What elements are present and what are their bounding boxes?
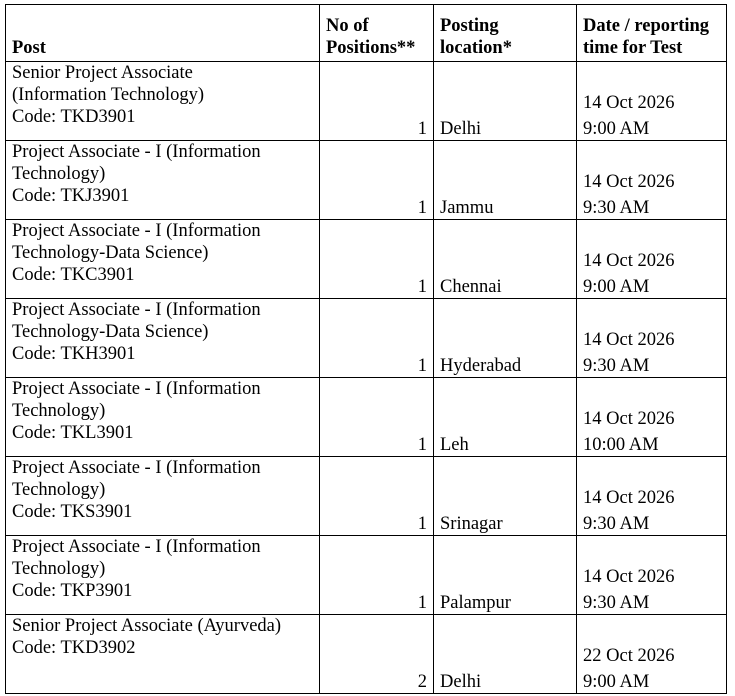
post-title-line: Technology)	[12, 559, 106, 579]
post-title-line: Project Associate - I (Information	[12, 300, 261, 320]
test-date: 22 Oct 2026	[583, 646, 675, 666]
post-title-line: Project Associate - I (Information	[12, 458, 261, 478]
positions-cell: 1	[320, 457, 434, 536]
table-row	[6, 220, 727, 299]
test-date: 14 Oct 2026	[583, 567, 675, 587]
posts-table	[5, 4, 727, 694]
post-cell	[6, 299, 320, 378]
positions-cell: 1	[320, 536, 434, 615]
post-cell	[6, 536, 320, 615]
header-positions-line-1: No of	[326, 16, 369, 36]
test-date: 14 Oct 2026	[583, 409, 675, 429]
reporting-time: 9:30 AM	[583, 356, 650, 376]
post-cell	[6, 615, 320, 694]
table-row	[6, 615, 727, 694]
post-cell	[6, 141, 320, 220]
header-date-line-2: time for Test	[583, 38, 683, 58]
positions-cell: 1	[320, 141, 434, 220]
test-date: 14 Oct 2026	[583, 93, 675, 113]
location-cell: Leh	[434, 378, 577, 457]
post-code: Code: TKJ3901	[12, 186, 130, 206]
post-code: Code: TKS3901	[12, 502, 133, 522]
positions-cell: 1	[320, 378, 434, 457]
location-cell: Delhi	[434, 615, 577, 694]
header-date	[577, 5, 727, 62]
header-positions-line-2: Positions**	[326, 38, 416, 58]
post-title-line: Senior Project Associate	[12, 63, 193, 83]
location-cell: Delhi	[434, 62, 577, 141]
location-cell: Chennai	[434, 220, 577, 299]
location-cell: Palampur	[434, 536, 577, 615]
location-cell: Jammu	[434, 141, 577, 220]
table-row	[6, 62, 727, 141]
reporting-time: 9:30 AM	[583, 593, 650, 613]
table-row	[6, 141, 727, 220]
reporting-time: 9:00 AM	[583, 672, 650, 692]
table-row	[6, 299, 727, 378]
header-post-label: Post	[12, 38, 46, 58]
post-title-line: Senior Project Associate (Ayurveda)	[12, 616, 282, 636]
post-code: Code: TKP3901	[12, 581, 133, 601]
positions-cell: 1	[320, 299, 434, 378]
table-row	[6, 457, 727, 536]
reporting-time: 9:00 AM	[583, 277, 650, 297]
post-title-line: Technology)	[12, 401, 106, 421]
date-cell	[577, 62, 727, 141]
date-cell	[577, 615, 727, 694]
post-title-line: Project Associate - I (Information	[12, 221, 261, 241]
location-cell: Srinagar	[434, 457, 577, 536]
table-row	[6, 378, 727, 457]
reporting-time: 10:00 AM	[583, 435, 659, 455]
post-title-line: Technology-Data Science)	[12, 322, 209, 342]
date-cell	[577, 141, 727, 220]
post-cell	[6, 220, 320, 299]
table-header-row	[6, 5, 727, 62]
post-title-line: Project Associate - I (Information	[12, 537, 261, 557]
post-code: Code: TKH3901	[12, 344, 136, 364]
header-location-line-1: Posting	[440, 16, 499, 36]
positions-cell: 2	[320, 615, 434, 694]
test-date: 14 Oct 2026	[583, 251, 675, 271]
post-cell	[6, 62, 320, 141]
header-post	[6, 5, 320, 62]
post-code: Code: TKD3901	[12, 107, 136, 127]
test-date: 14 Oct 2026	[583, 172, 675, 192]
date-cell	[577, 536, 727, 615]
reporting-time: 9:00 AM	[583, 119, 650, 139]
post-code: Code: TKD3902	[12, 638, 136, 658]
post-cell	[6, 457, 320, 536]
date-cell	[577, 299, 727, 378]
reporting-time: 9:30 AM	[583, 514, 650, 534]
post-cell	[6, 378, 320, 457]
date-cell	[577, 378, 727, 457]
post-title-line: Technology-Data Science)	[12, 243, 209, 263]
positions-cell: 1	[320, 220, 434, 299]
location-cell: Hyderabad	[434, 299, 577, 378]
date-cell	[577, 220, 727, 299]
date-cell	[577, 457, 727, 536]
post-title-line: (Information Technology)	[12, 85, 205, 105]
reporting-time: 9:30 AM	[583, 198, 650, 218]
table-row	[6, 536, 727, 615]
header-positions	[320, 5, 434, 62]
post-code: Code: TKC3901	[12, 265, 135, 285]
post-title-line: Technology)	[12, 164, 106, 184]
post-title-line: Project Associate - I (Information	[12, 379, 261, 399]
header-location	[434, 5, 577, 62]
test-date: 14 Oct 2026	[583, 488, 675, 508]
post-title-line: Technology)	[12, 480, 106, 500]
post-title-line: Project Associate - I (Information	[12, 142, 261, 162]
positions-cell: 1	[320, 62, 434, 141]
test-date: 14 Oct 2026	[583, 330, 675, 350]
post-code: Code: TKL3901	[12, 423, 134, 443]
header-date-line-1: Date / reporting	[583, 16, 710, 36]
header-location-line-2: location*	[440, 38, 512, 58]
